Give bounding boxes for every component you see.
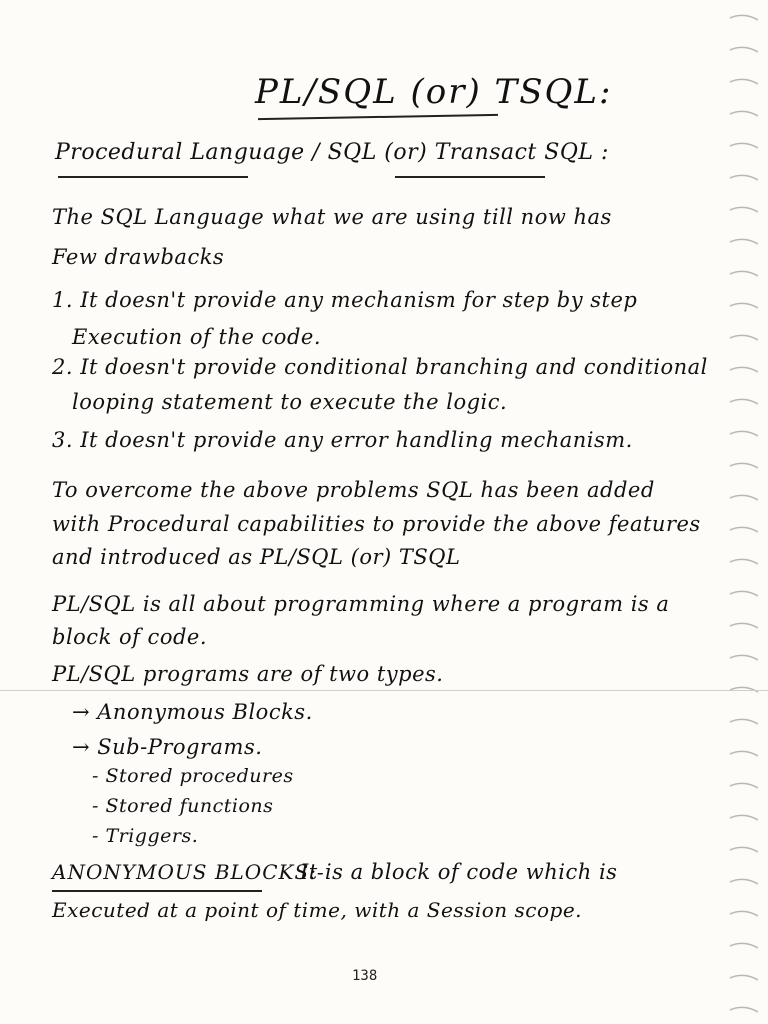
drawback-item: looping statement to execute the logic. bbox=[72, 390, 508, 414]
title-underline bbox=[258, 114, 498, 120]
drawback-item: Execution of the code. bbox=[72, 325, 321, 349]
plsql-desc-line: PL/SQL programs are of two types. bbox=[52, 662, 444, 686]
anonymous-blocks-desc: Executed at a point of time, with a Session scope. bbox=[52, 898, 583, 922]
drawback-item: 1. It doesn't provide any mechanism for step by step bbox=[52, 288, 638, 312]
intro-line: The SQL Language what we are using till now has bbox=[52, 205, 612, 229]
drawback-item: 3. It doesn't provide any error handling mechanism. bbox=[52, 428, 633, 452]
plsql-desc-line: block of code. bbox=[52, 625, 208, 649]
intro-line: Few drawbacks bbox=[52, 245, 225, 269]
spiral-binding bbox=[708, 0, 768, 1024]
subprogram-item: - Stored procedures bbox=[92, 765, 294, 787]
type-item: → Sub-Programs. bbox=[72, 735, 263, 759]
page-title: PL/SQL (or) TSQL: bbox=[255, 72, 613, 112]
subprogram-item: - Triggers. bbox=[92, 825, 199, 847]
type-item: → Anonymous Blocks. bbox=[72, 700, 313, 724]
subtitle: Procedural Language / SQL (or) Transact SQL : bbox=[55, 140, 609, 165]
overcome-line: with Procedural capabilities to provide the above features bbox=[52, 512, 701, 536]
anonymous-blocks-heading: ANONYMOUS BLOCKS:- bbox=[52, 860, 325, 884]
subtitle-underline bbox=[58, 176, 248, 178]
overcome-line: and introduced as PL/SQL (or) TSQL bbox=[52, 545, 461, 569]
drawback-item: 2. It doesn't provide conditional branching and conditional bbox=[52, 355, 708, 379]
page-number: 138 bbox=[352, 968, 378, 984]
anonymous-blocks-underline bbox=[52, 890, 262, 892]
subtitle-underline bbox=[395, 176, 545, 178]
overcome-line: To overcome the above problems SQL has been added bbox=[52, 478, 655, 502]
plsql-desc-line: PL/SQL is all about programming where a program is a bbox=[52, 592, 670, 616]
ruled-line bbox=[0, 690, 768, 691]
subprogram-item: - Stored functions bbox=[92, 795, 274, 817]
anonymous-blocks-desc: It is a block of code which is bbox=[300, 860, 618, 884]
